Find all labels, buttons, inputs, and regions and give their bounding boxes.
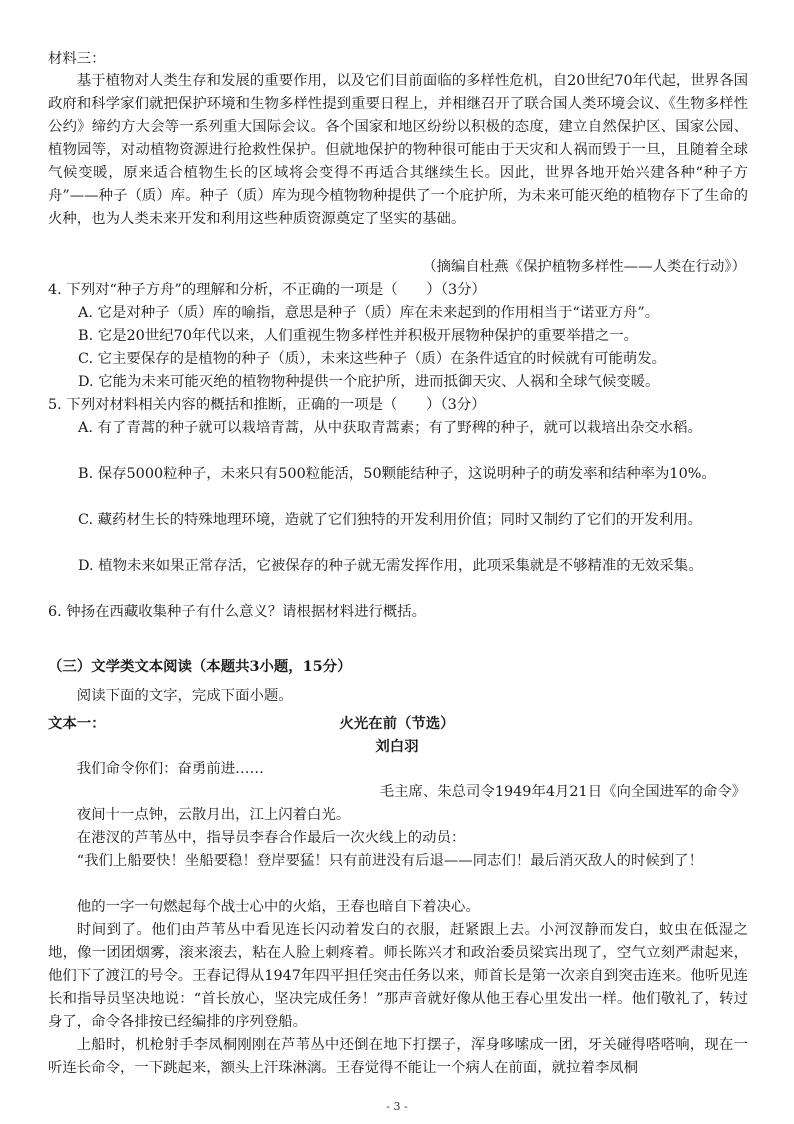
text-label: 文本一：: [48, 715, 106, 732]
story-title: 火光在前（节选）: [339, 715, 455, 732]
story-paragraph: 在港汊的芦苇丛中，指导员李春合作最后一次火线上的动员：: [76, 830, 466, 846]
question-4-option-b: B. 它是20世纪70年代以来，人们重视生物多样性并积极开展物种保护的重要举措之一。: [78, 328, 639, 344]
page-number: - 3 -: [386, 1100, 408, 1113]
story-author: 刘白羽: [375, 738, 419, 755]
question-5-option-d: D. 植物未来如果正常存活，它被保存的种子就无需发挥作用，此项采集就是不够精准的无效采集。: [78, 558, 703, 574]
epigraph-source: 毛主席、朱总司令1949年4月21日《向全国进军的命令》: [379, 784, 746, 800]
material-paragraph: 基于植物对人类生存和发展的重要作用，以及它们目前面临的多样性危机，自20世纪70年代起，世界各国政府和科学家们就把保护环境和生物多样性提到重要日程上，并相继召开了联合国人类环境会议、《生物多样性公约》缔约方大会等一系列重大国际会议。各个国家和地区纷纷以积极的态度，建立自然保护区、国家公园、植物园等，对动植物资源进行抢救性保护。但就地保护的物种很可能由于天灾和人祸而毁于一旦，且随着全球气候变暖，原来适合植物生长的区域将会变得不再适合其继续生长。因此，世界各地开始兴建各种“种子方舟”——种子（质）库。种子（质）库为现今植物物种提供了一个庇护所，为未来可能灭绝的植物存下了生命的火种，也为人类未来开发和利用这些种质资源奠定了坚实的基础。: [48, 73, 748, 228]
material-source: （摘编自杜燕《保护植物多样性——人类在行动》）: [422, 259, 746, 275]
question-5-option-c: C. 藏药材生长的特殊地理环境，造就了它们独特的开发利用价值；同时又制约了它们的开发利用。: [78, 512, 703, 528]
material-heading: 材料三：: [48, 51, 106, 67]
story-paragraph: 上船时，机枪射手李凤桐刚刚在芦苇丛中还倒在地下打摆子，浑身哆嗦成一团，牙关碰得嗒嗒响，现在一听连长命令，一下跳起来，额头上汗珠淋漓。王春觉得不能让一个病人在前面，就拉着李凤桐: [48, 1037, 748, 1077]
question-5-option-b: B. 保存5000粒种子，未来只有500粒能活，50颗能结种子，这说明种子的萌发率和结种率为10%。: [78, 466, 716, 482]
story-paragraph: 夜间十一点钟，云散月出，江上闪着白光。: [76, 807, 351, 823]
story-paragraph: 时间到了。他们由芦苇丛中看见连长闪动着发白的衣服，赶紧跟上去。小河汊静而发白，蚊虫在低湿之地，像一团团烟雾，滚来滚去，粘在人脸上刺疼着。师长陈兴才和政治委员梁宾出现了，空气立刻严肃起来，他们下了渡江的号令。王春记得从1947年四平担任突击任务以来，师首长是第一次亲自到突击连来。他听见连长和指导员坚决地说：“首长放心，坚决完成任务！”那声音就好像从他王春心里发出一样。他们敬礼了，转过身了，命令各排按已经编排的序列登船。: [48, 922, 748, 1031]
question-5-stem: 5. 下列对材料相关内容的概括和推断，正确的一项是（ ）（3分）: [48, 397, 486, 413]
question-4-option-c: C. 它主要保存的是植物的种子（质），未来这些种子（质）在条件适宜的时候就有可能萌发。: [78, 351, 667, 367]
story-paragraph: 他的一字一句燃起每个战士心中的火焰，王春也暗自下着决心。: [76, 899, 480, 915]
question-5-option-a: A. 有了青蒿的种子就可以栽培青蒿，从中获取青蒿素；有了野稗的种子，就可以栽培出杂交水稻。: [78, 420, 702, 436]
epigraph: 我们命令你们：奋勇前进……: [76, 761, 264, 777]
section-title: （三）文学类文本阅读（本题共3小题，15分）: [48, 658, 352, 675]
section-instruction: 阅读下面的文字，完成下面小题。: [76, 688, 293, 704]
story-paragraph: “我们上船要快！坐船要稳！登岸要猛！只有前进没有后退——同志们！最后消灭敌人的时候到了！: [76, 853, 703, 869]
question-4-option-d: D. 它能为未来可能灭绝的植物物种提供一个庇护所，进而抵御天灾、人祸和全球气候变暖。: [78, 374, 660, 390]
question-4-stem: 4. 下列对“种子方舟”的理解和分析，不正确的一项是（ ）（3分）: [48, 282, 486, 298]
question-6-stem: 6. 钟扬在西藏收集种子有什么意义？请根据材料进行概括。: [48, 604, 427, 620]
question-4-option-a: A. 它是对种子（质）库的喻指，意思是种子（质）库在未来起到的作用相当于“诺亚方舟”。: [78, 305, 660, 321]
